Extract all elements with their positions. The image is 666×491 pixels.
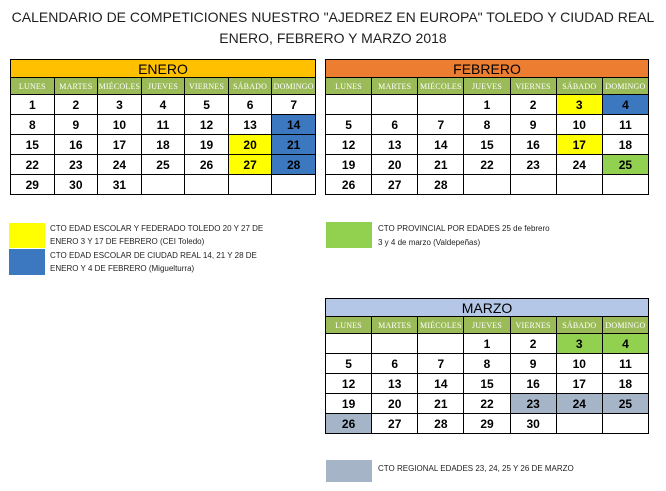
weekday-header: DOMINGO [602, 317, 648, 334]
day-cell: 7 [418, 354, 464, 374]
day-cell: 8 [464, 115, 510, 135]
weekday-header: MARTES [372, 317, 418, 334]
day-cell: 28 [272, 155, 316, 175]
day-cell [326, 95, 372, 115]
weekday-header: LUNES [326, 317, 372, 334]
day-cell: 17 [556, 374, 602, 394]
week-row [326, 374, 649, 394]
day-cell: 25 [602, 155, 648, 175]
day-cell: 15 [11, 135, 55, 155]
day-cell: 11 [602, 354, 648, 374]
day-cell [185, 175, 229, 195]
day-cell: 5 [185, 95, 229, 115]
day-cell: 28 [418, 414, 464, 434]
legend-text-yellow-2: ENERO 3 Y 17 DE FEBRERO (CEI Toledo) [50, 237, 205, 246]
legend-text-yellow-1: CTO EDAD ESCOLAR Y FEDERADO TOLEDO 20 Y 27 DE [50, 224, 264, 233]
day-cell: 12 [185, 115, 229, 135]
day-cell: 30 [510, 414, 556, 434]
day-cell: 23 [510, 394, 556, 414]
week-row [326, 394, 649, 414]
weekday-header: SÁBADO [228, 78, 272, 95]
week-row [11, 175, 316, 195]
day-cell: 4 [141, 95, 185, 115]
day-cell: 16 [54, 135, 98, 155]
day-cell: 2 [510, 95, 556, 115]
page-title: CALENDARIO DE COMPETICIONES NUESTRO "AJEDREZ EN EUROPA" TOLEDO Y CIUDAD REAL [11, 9, 655, 25]
day-cell [141, 175, 185, 195]
weekday-header: MIÉCOLES [418, 78, 464, 95]
weekday-header: VIERNES [185, 78, 229, 95]
day-cell: 10 [556, 354, 602, 374]
legend-swatch-gray [326, 460, 372, 482]
day-cell: 11 [602, 115, 648, 135]
day-cell: 19 [326, 155, 372, 175]
day-cell: 15 [464, 135, 510, 155]
day-cell [272, 175, 316, 195]
week-row [326, 155, 649, 175]
day-cell: 6 [372, 354, 418, 374]
day-cell: 4 [602, 334, 648, 354]
day-cell: 26 [326, 414, 372, 434]
day-cell: 13 [372, 374, 418, 394]
day-cell: 16 [510, 135, 556, 155]
day-cell: 29 [11, 175, 55, 195]
day-cell: 3 [556, 334, 602, 354]
weekday-header: SÁBADO [556, 78, 602, 95]
month-header: FEBRERO [326, 60, 649, 78]
week-row [326, 135, 649, 155]
week-row [11, 135, 316, 155]
day-cell: 1 [464, 334, 510, 354]
legend-text-blue-1: CTO EDAD ESCOLAR DE CIUDAD REAL 14, 21 Y 28 DE [50, 251, 257, 260]
day-cell: 29 [464, 414, 510, 434]
month-header: ENERO [11, 60, 316, 78]
legend-swatch-green [326, 222, 372, 248]
day-cell: 18 [602, 374, 648, 394]
day-cell [602, 414, 648, 434]
day-cell: 20 [372, 155, 418, 175]
day-cell: 9 [510, 115, 556, 135]
day-cell [372, 334, 418, 354]
day-cell: 13 [372, 135, 418, 155]
day-cell: 6 [372, 115, 418, 135]
day-cell: 28 [418, 175, 464, 195]
day-cell: 10 [556, 115, 602, 135]
day-cell: 25 [602, 394, 648, 414]
day-cell [556, 414, 602, 434]
day-cell: 18 [602, 135, 648, 155]
day-cell: 9 [54, 115, 98, 135]
day-cell [372, 95, 418, 115]
calendar-febrero [325, 59, 649, 195]
day-cell: 5 [326, 354, 372, 374]
month-header: MARZO [326, 299, 649, 317]
day-cell: 1 [464, 95, 510, 115]
day-cell: 21 [272, 135, 316, 155]
weekday-header: VIERNES [510, 78, 556, 95]
weekday-header: SÁBADO [556, 317, 602, 334]
day-cell: 31 [98, 175, 142, 195]
day-cell: 26 [326, 175, 372, 195]
day-cell: 23 [54, 155, 98, 175]
day-cell: 20 [228, 135, 272, 155]
day-cell: 30 [54, 175, 98, 195]
week-row [11, 115, 316, 135]
day-cell: 17 [556, 135, 602, 155]
day-cell: 1 [11, 95, 55, 115]
day-cell [602, 175, 648, 195]
day-cell: 8 [464, 354, 510, 374]
day-cell: 25 [141, 155, 185, 175]
week-row [326, 95, 649, 115]
day-cell: 10 [98, 115, 142, 135]
weekday-header: MARTES [54, 78, 98, 95]
day-cell [326, 334, 372, 354]
day-cell: 2 [54, 95, 98, 115]
weekday-header: JUEVES [141, 78, 185, 95]
day-cell: 22 [464, 155, 510, 175]
day-cell [418, 95, 464, 115]
day-cell [228, 175, 272, 195]
weekday-header: JUEVES [464, 317, 510, 334]
day-cell: 3 [98, 95, 142, 115]
day-cell: 8 [11, 115, 55, 135]
legend-text-green-2: 3 y 4 de marzo (Valdepeñas) [378, 238, 481, 247]
day-cell: 2 [510, 334, 556, 354]
legend-text-gray-1: CTO REGIONAL EDADES 23, 24, 25 Y 26 DE MARZO [378, 464, 574, 473]
day-cell: 14 [418, 374, 464, 394]
day-cell: 26 [185, 155, 229, 175]
weekday-header: MIÉCOLES [98, 78, 142, 95]
day-cell [556, 175, 602, 195]
day-cell: 22 [11, 155, 55, 175]
legend-text-green-1: CTO PROVINCIAL POR EDADES 25 de febrero [378, 224, 550, 233]
day-cell: 27 [372, 414, 418, 434]
day-cell: 14 [418, 135, 464, 155]
day-cell: 24 [556, 155, 602, 175]
day-cell: 24 [556, 394, 602, 414]
day-cell: 19 [185, 135, 229, 155]
calendar-enero [10, 59, 316, 195]
weekday-header: JUEVES [464, 78, 510, 95]
day-cell: 4 [602, 95, 648, 115]
day-cell: 19 [326, 394, 372, 414]
day-cell: 18 [141, 135, 185, 155]
day-cell: 7 [418, 115, 464, 135]
legend-swatch-yellow [9, 223, 45, 248]
weekday-header: LUNES [11, 78, 55, 95]
legend-text-blue-2: ENERO Y 4 DE FEBRERO (Miguelturra) [50, 264, 195, 273]
day-cell: 15 [464, 374, 510, 394]
page-subtitle: ENERO, FEBRERO Y MARZO 2018 [219, 30, 447, 46]
week-row [11, 155, 316, 175]
day-cell: 21 [418, 394, 464, 414]
day-cell: 12 [326, 135, 372, 155]
day-cell: 23 [510, 155, 556, 175]
day-cell: 20 [372, 394, 418, 414]
weekday-header: MIÉCOLES [418, 317, 464, 334]
day-cell: 11 [141, 115, 185, 135]
day-cell [418, 334, 464, 354]
week-row [326, 354, 649, 374]
weekday-header: MARTES [372, 78, 418, 95]
weekday-header: DOMINGO [272, 78, 316, 95]
day-cell: 24 [98, 155, 142, 175]
weekday-header: VIERNES [510, 317, 556, 334]
day-cell: 9 [510, 354, 556, 374]
day-cell: 3 [556, 95, 602, 115]
day-cell: 27 [228, 155, 272, 175]
legend-swatch-blue [9, 249, 45, 275]
day-cell: 22 [464, 394, 510, 414]
day-cell: 12 [326, 374, 372, 394]
day-cell: 14 [272, 115, 316, 135]
week-row [326, 414, 649, 434]
day-cell: 5 [326, 115, 372, 135]
week-row [326, 334, 649, 354]
week-row [326, 175, 649, 195]
day-cell [464, 175, 510, 195]
week-row [326, 115, 649, 135]
day-cell: 27 [372, 175, 418, 195]
day-cell: 21 [418, 155, 464, 175]
day-cell: 13 [228, 115, 272, 135]
calendar-marzo [325, 298, 649, 434]
day-cell: 7 [272, 95, 316, 115]
day-cell: 16 [510, 374, 556, 394]
weekday-header: LUNES [326, 78, 372, 95]
day-cell: 17 [98, 135, 142, 155]
weekday-header: DOMINGO [602, 78, 648, 95]
week-row [11, 95, 316, 115]
day-cell: 6 [228, 95, 272, 115]
day-cell [510, 175, 556, 195]
